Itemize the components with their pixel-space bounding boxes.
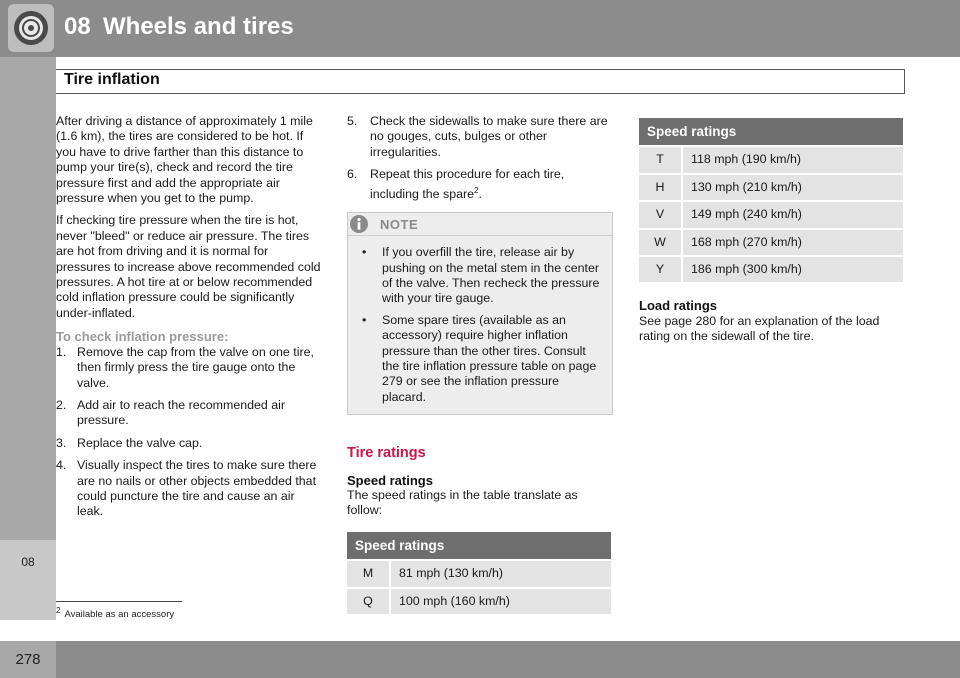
step-text: Check the sidewalls to make sure there are no gouges, cuts, bulges or other irregularities. [370,114,608,159]
step-number: 1. [56,344,67,359]
side-strip [0,57,56,619]
rating-code: Y [639,257,683,282]
footnote [56,606,174,620]
step-text: Visually inspect the tires to make sure there are no nails or other objects embedded that could puncture the tire and cause an air leak. [77,458,317,519]
table-row [639,147,903,172]
footnote-ref[interactable]: 2 [474,185,479,195]
table-row [347,589,611,614]
table-row [639,230,903,255]
speed-ratings-table-1 [347,530,611,616]
page-footer [0,641,960,678]
chapter-title: Wheels and tires [103,13,294,40]
list-item [56,345,324,391]
column-3 [639,116,905,345]
column-1 [56,114,324,527]
load-ratings-text: See page 280 for an explanation of the load rating on the sidewall of the tire. [639,313,880,344]
inflation-steps [56,345,324,520]
step-text: Replace the valve cap. [77,435,203,450]
rating-code: Q [347,589,391,614]
note-label: NOTE [380,217,419,233]
list-item [348,245,602,307]
info-icon [349,214,369,234]
rating-code: H [639,175,683,200]
rating-code: M [347,561,391,586]
note-text: Some spare tires (available as an accessory) require higher inflation pressure than the other tires. Consult the tire inflation pressure table on page 279 or see the inflation pressure placard. [382,312,597,404]
list-item [56,436,324,451]
intro-paragraph: After driving a distance of approximately 1 mile (1.6 km), the tires are considered to be hot. If you have to drive farther than this distance to pump your tire(s), check and record the tire pressure first and add the appropriate air pressure when you get to the pump. [56,114,313,206]
rating-value: 168 mph (270 km/h) [683,230,903,255]
table-row [639,175,903,200]
step-number: 3. [56,435,67,450]
column-2 [347,114,613,616]
step-number: 5. [347,114,358,128]
rating-code: W [639,230,683,255]
table-row [639,257,903,282]
rating-value: 118 mph (190 km/h) [683,147,903,172]
speed-ratings-intro: The speed ratings in the table translate as follow: [347,488,578,518]
table-header-row [347,532,611,559]
table-row [347,561,611,586]
speed-ratings-heading: Speed ratings [347,472,433,488]
rating-value: 100 mph (160 km/h) [391,589,611,614]
bullet-icon: • [362,312,367,327]
rating-value: 81 mph (130 km/h) [391,561,611,586]
check-inflation-heading: To check inflation pressure: [56,329,229,345]
wheel-icon [8,4,54,52]
step-tail: . [478,186,482,201]
page-number: 278 [0,641,56,678]
note-box [347,212,613,415]
step-number: 6. [347,167,358,182]
side-tab-label: 08 [21,555,35,569]
bullet-icon: • [362,245,367,260]
rating-code: V [639,202,683,227]
tire-ratings-heading: Tire ratings [347,445,426,462]
list-item [56,458,324,520]
step-number: 2. [56,397,67,412]
list-item [347,167,613,202]
chapter-side-tab[interactable] [0,540,56,620]
rating-code: T [639,147,683,172]
step-text: Add air to reach the recommended air pressure. [77,397,285,428]
step-text: Remove the cap from the valve on one tire, then firmly press the tire gauge onto the valve. [77,344,314,390]
step-text: Repeat this procedure for each tire, including the spare [370,167,565,201]
rating-value: 149 mph (240 km/h) [683,202,903,227]
inflation-steps-continued [347,114,613,202]
list-item [56,398,324,429]
note-list [348,236,612,414]
section-title: Tire inflation [64,71,160,88]
note-text: If you overfill the tire, release air by pushing on the metal stem in the center of the valve. Then recheck the pressure with your tire gauge. [382,245,600,306]
table-header: Speed ratings [347,532,611,559]
section-bar [56,69,905,94]
chapter-number: 08 [64,13,91,40]
speed-ratings-table-2 [639,116,903,284]
footnote-marker: 2 [56,606,61,615]
list-item [348,313,602,405]
rating-value: 130 mph (210 km/h) [683,175,903,200]
table-row [639,202,903,227]
footnote-text: Available as an accessory [64,609,175,621]
note-header [348,213,612,236]
load-ratings-heading: Load ratings [639,298,718,314]
step-number: 4. [56,458,67,473]
table-header-row [639,118,903,145]
footnote-divider [56,601,182,602]
table-header: Speed ratings [639,118,903,145]
list-item [347,114,613,160]
rating-value: 186 mph (300 km/h) [683,257,903,282]
hot-tire-paragraph: If checking tire pressure when the tire is hot, never "bleed" or reduce air pressure. The tires are hot from driving and it is normal for pressures to increase above recommended cold pressures. A hot tire at or below recommended cold inflation pressure could be significantly under-inflated. [56,213,321,320]
